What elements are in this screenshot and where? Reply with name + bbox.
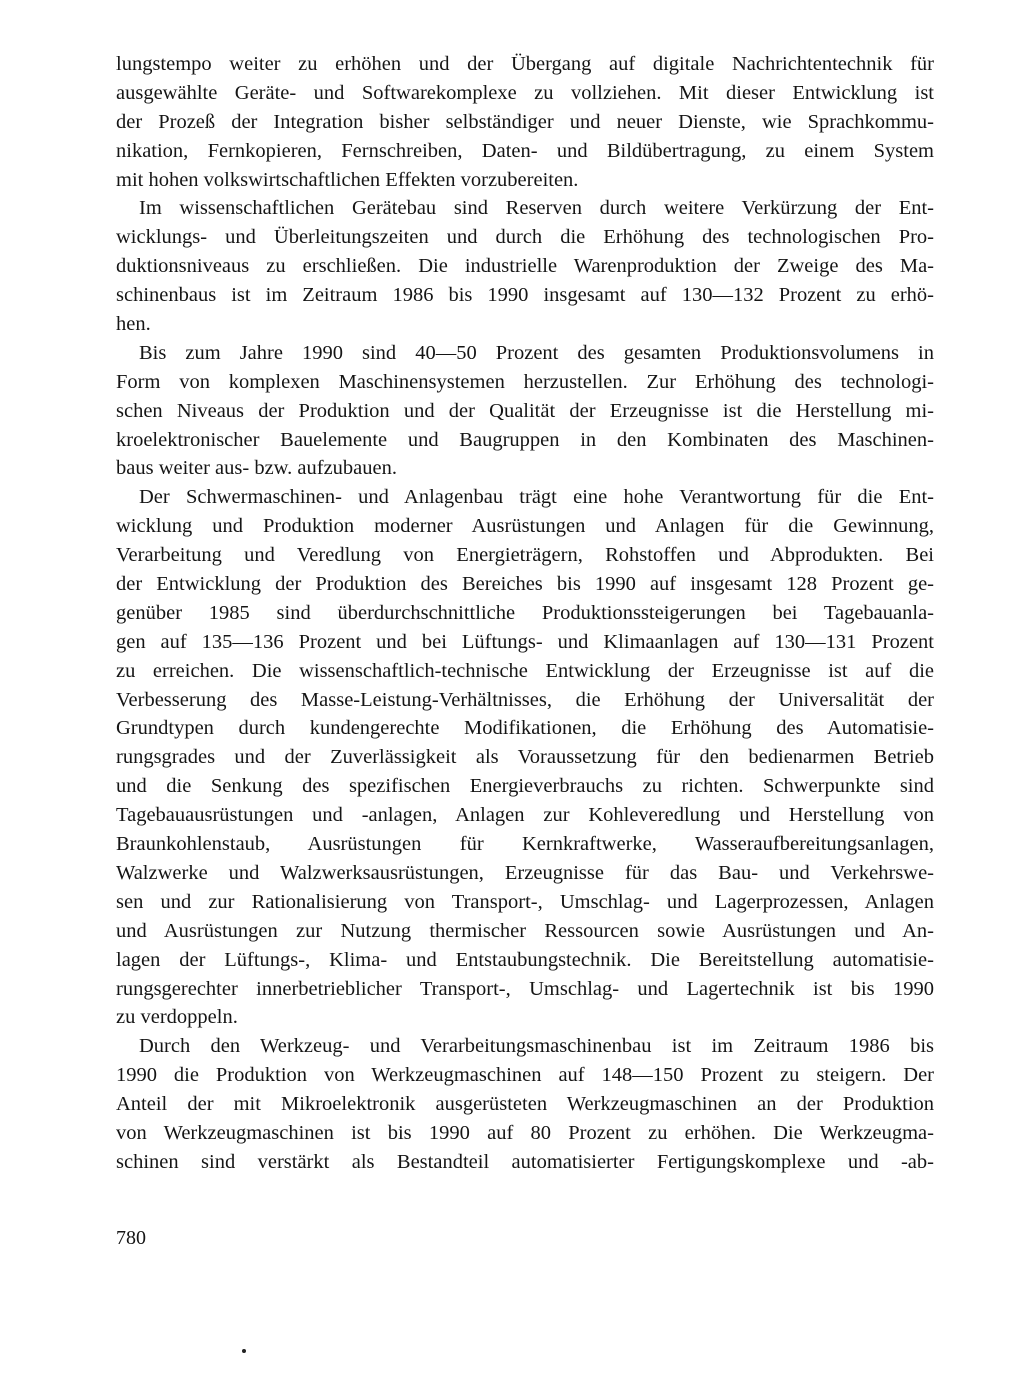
text-line: zu erreichen. Die wissenschaftlich-technische Entwicklung der Erzeugnisse ist auf die bbox=[116, 659, 934, 682]
text-line: Braunkohlenstaub, Ausrüstungen für Kernkraftwerke, Wasseraufbereitungsanlagen, bbox=[116, 833, 934, 856]
text-line: und die Senkung des spezifischen Energieverbrauchs zu richten. Schwerpunkte sind bbox=[116, 775, 934, 798]
paragraph bbox=[116, 194, 934, 338]
text-line: Walzwerke und Walzwerksausrüstungen, Erzeugnisse für das Bau- und Verkehrswe- bbox=[116, 861, 934, 884]
text-line: lungstempo weiter zu erhöhen und der Übergang auf digitale Nachrichtentechnik für bbox=[116, 53, 934, 75]
body-text bbox=[116, 50, 934, 1177]
text-line: und Ausrüstungen zur Nutzung thermischer Ressourcen sowie Ausrüstungen und An- bbox=[116, 919, 934, 942]
text-line: rungsgerechter innerbetrieblicher Transport-, Umschlag- und Lagertechnik ist bis 1990 bbox=[116, 977, 934, 1000]
page-number: 780 bbox=[116, 1227, 146, 1249]
paragraph bbox=[116, 1032, 934, 1176]
text-line: Durch den Werkzeug- und Verarbeitungsmaschinenbau ist im Zeitraum 1986 bis bbox=[139, 1035, 934, 1058]
text-line: duktionsniveaus zu erschließen. Die industrielle Warenproduktion der Zweige des Ma- bbox=[116, 255, 934, 278]
text-line: von Werkzeugmaschinen ist bis 1990 auf 80 Prozent zu erhöhen. Die Werkzeugma- bbox=[116, 1121, 934, 1144]
text-line: schinen sind verstärkt als Bestandteil automatisierter Fertigungskomplexe und -ab- bbox=[116, 1150, 934, 1173]
text-line: der Entwicklung der Produktion des Bereiches bis 1990 auf insgesamt 128 Prozent ge- bbox=[116, 573, 934, 596]
text-line: gen auf 135—136 Prozent und bei Lüftungs- und Klimaanlagen auf 130—131 Prozent bbox=[116, 630, 934, 653]
text-line: wicklung und Produktion moderner Ausrüstungen und Anlagen für die Gewinnung, bbox=[116, 515, 934, 538]
text-line: Bis zum Jahre 1990 sind 40—50 Prozent des gesamten Produktionsvolumens in bbox=[139, 341, 934, 364]
paragraph bbox=[116, 50, 934, 194]
scan-speck bbox=[242, 1349, 246, 1353]
text-line: Tagebauausrüstungen und -anlagen, Anlagen zur Kohleveredlung und Herstellung von bbox=[116, 804, 934, 827]
text-line: schen Niveaus der Produktion und der Qualität der Erzeugnisse ist die Herstellung mi- bbox=[116, 399, 934, 422]
text-line: Der Schwermaschinen- und Anlagenbau trägt eine hohe Verantwortung für die Ent- bbox=[139, 486, 934, 509]
text-line: Form von komplexen Maschinensystemen herzustellen. Zur Erhöhung des technologi- bbox=[116, 370, 934, 393]
text-line: nikation, Fernkopieren, Fernschreiben, Daten- und Bildübertragung, zu einem System bbox=[116, 139, 934, 162]
text-line: 1990 die Produktion von Werkzeugmaschinen auf 148—150 Prozent zu steigern. Der bbox=[116, 1064, 934, 1087]
paragraph bbox=[116, 339, 934, 483]
text-line: genüber 1985 sind überdurchschnittliche Produktionssteigerungen bei Tagebauanla- bbox=[116, 601, 934, 624]
text-line: mit hohen volkswirtschaftlichen Effekten vorzubereiten. bbox=[116, 168, 579, 191]
text-line: der Prozeß der Integration bisher selbständiger und neuer Dienste, wie Sprachkommu- bbox=[116, 110, 934, 133]
text-line: Grundtypen durch kundengerechte Modifikationen, die Erhöhung des Automatisie- bbox=[116, 717, 934, 740]
text-line: Verarbeitung und Veredlung von Energieträgern, Rohstoffen und Abprodukten. Bei bbox=[116, 544, 934, 567]
paragraph bbox=[116, 483, 934, 1032]
text-line: schinenbaus ist im Zeitraum 1986 bis 1990 insgesamt auf 130—132 Prozent zu erhö- bbox=[116, 284, 934, 307]
text-line: lagen der Lüftungs-, Klima- und Entstaubungstechnik. Die Bereitstellung automatisie- bbox=[116, 948, 934, 971]
text-line: Im wissenschaftlichen Gerätebau sind Reserven durch weitere Verkürzung der Ent- bbox=[139, 197, 934, 220]
text-line: zu verdoppeln. bbox=[116, 1006, 238, 1029]
text-line: rungsgrades und der Zuverlässigkeit als Voraussetzung für den bedienarmen Betrieb bbox=[116, 746, 934, 769]
text-line: sen und zur Rationalisierung von Transport-, Umschlag- und Lagerprozessen, Anlagen bbox=[116, 890, 934, 913]
text-line: kroelektronischer Bauelemente und Baugruppen in den Kombinaten des Maschinen- bbox=[116, 428, 934, 451]
text-line: Anteil der mit Mikroelektronik ausgerüsteten Werkzeugmaschinen an der Produktion bbox=[116, 1093, 934, 1116]
text-line: ausgewählte Geräte- und Softwarekomplexe zu vollziehen. Mit dieser Entwicklung ist bbox=[116, 81, 934, 104]
text-line: hen. bbox=[116, 313, 151, 336]
text-line: baus weiter aus- bzw. aufzubauen. bbox=[116, 457, 397, 480]
text-line: wicklungs- und Überleitungszeiten und durch die Erhöhung des technologischen Pro- bbox=[116, 226, 934, 249]
text-line: Verbesserung des Masse-Leistung-Verhältnisses, die Erhöhung der Universalität der bbox=[116, 688, 934, 711]
